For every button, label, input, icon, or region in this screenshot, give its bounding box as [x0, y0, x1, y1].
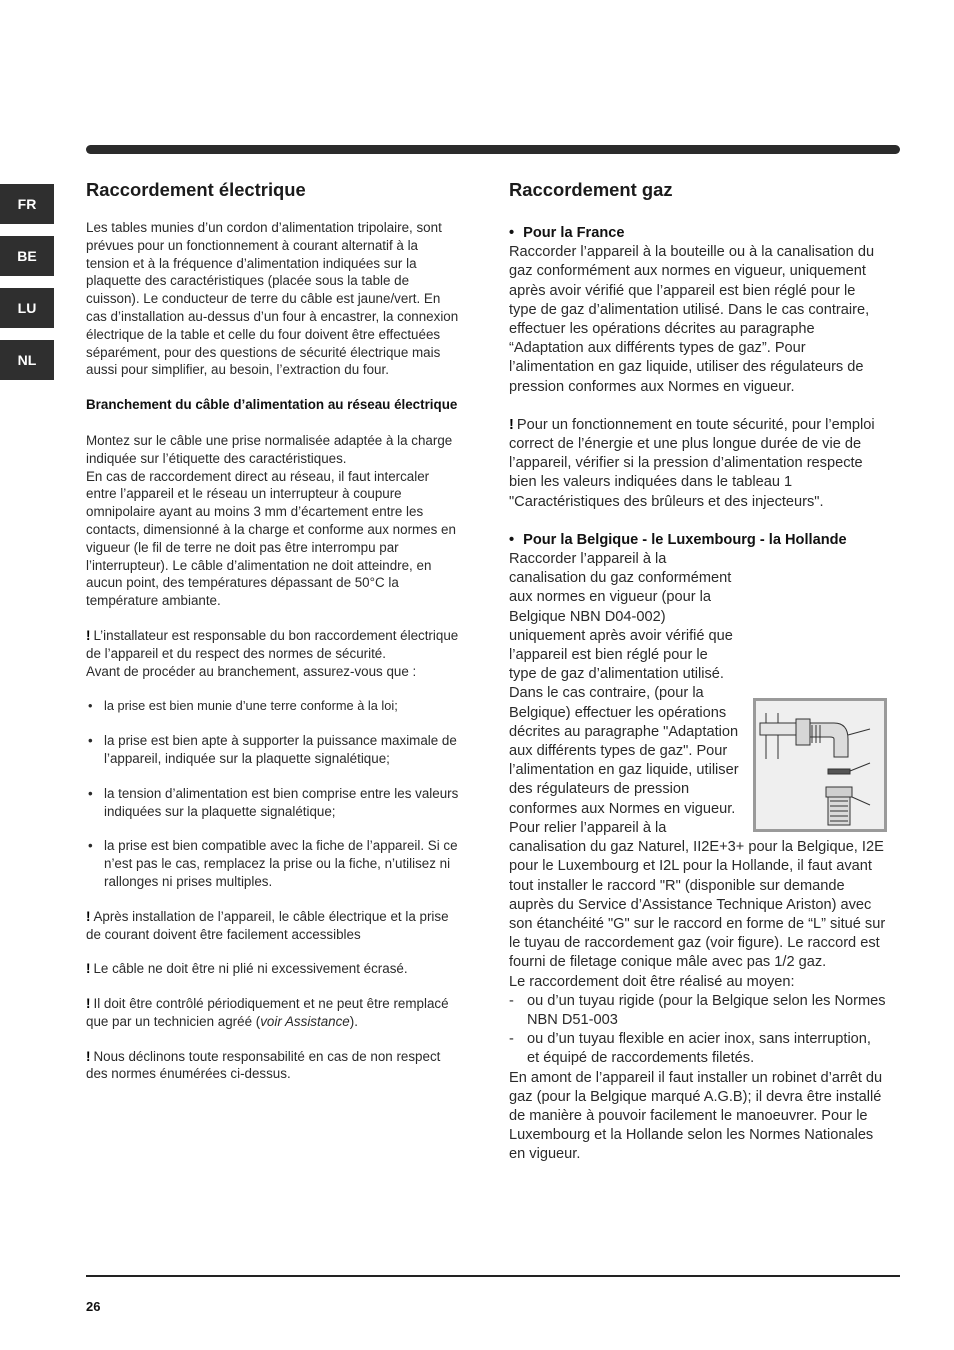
warning-text: L’installateur est responsable du bon raccordement électrique de l’appareil et du respect des normes de sécurité.: [86, 627, 459, 661]
warning-text: Le câble ne doit être ni plié ni excessivement écrasé.: [93, 961, 408, 977]
closing-paragraph: En amont de l’appareil il faut installer un robinet d’arrêt du gaz (pour la Belgique marqué A.G.B); il devra être installé de manière à pouvoir facilement le manoeuvrer. Pour le Luxembourg et la Hollande selon les Normes Nationales en vigueur.: [509, 1069, 883, 1163]
bottom-rule: [86, 1275, 900, 1277]
benelux-paragraph: Raccorder l’appareil à la canalisation du gaz conformément aux normes en vigueur (pour la Belgique NBN D04-002) uniquement après avoir vérifié que l’appareil est bien réglé pour le type de gaz d’alimentation utilisé. Dans le cas contraire, (pour la Belgique) effectuer les opérations décrites au paragraphe "Adaptation aux différents types de gaz". Pour l’alimentation en gaz liquide, utiliser des régulateurs de pression conformes aux Normes en vigueur. Pour relier l’appareil à la canalisation du gaz Naturel, II2E+3+ pour la Belgique, I2E pour le Luxembourg et I2L pour la Hollande, il faut avant tout installer le raccord "R" (disponible sur demande auprès du Service d’Assistance Technique Ariston) avec son étanchéité "G" sur le raccord en forme de “L” situé sur le tuyau de raccordement gaz (voir figure). Le raccord est fourni de filetage conique mâle avec pas 1/2 gaz.: [509, 551, 886, 971]
warning-paragraph: [86, 960, 462, 978]
warning-paragraph: [86, 1048, 462, 1084]
intro-paragraph: Les tables munies d’un cordon d’alimentation tripolaire, sont prévues pour un fonctionnement à courant alternatif à la tension et à la fréquence d’alimentation indiquées sur la plaquette des caractéristiques (placée sous la table de cuisson). Le conducteur de terre du câble est jaune/vert. En cas d’installation au-dessus d’un four à encastrer, la connexion électrique de la table et celle du four doivent être effectuées séparément, pour des questions de sécurité électrique mais aussi pour simplifier, au besoin, l’extraction du four.: [86, 220, 459, 378]
means-intro: Le raccordement doit être réalisé au moyen:: [509, 973, 795, 990]
warning-text: Pour un fonctionnement en toute sécurité, pour l’emploi correct de l’énergie et une plus longue durée de vie de l’appareil, vérifier si la pression d’alimentation respecte bien les valeurs indiquées dans le tableau 1 "Caractéristiques des brûleurs et des injecteurs".: [509, 416, 875, 510]
language-tabs: [0, 184, 54, 392]
top-rule: [86, 145, 900, 154]
warning-icon: !: [86, 961, 91, 977]
warning-paragraph: [509, 416, 887, 512]
warning-icon: !: [509, 416, 514, 433]
gas-section: [509, 178, 887, 1165]
warning-text: Après installation de l’appareil, le câble électrique et la prise de courant doivent être facilement accessibles: [86, 908, 449, 942]
warning-text-end: ).: [349, 1013, 358, 1029]
list-item: • la prise est bien munie d’une terre conforme à la loi;: [86, 697, 462, 715]
before-paragraph: Avant de procéder au branchement, assurez-vous que :: [86, 663, 417, 679]
section-title: Raccordement électrique: [86, 179, 306, 200]
lang-tab-lu[interactable]: LU: [0, 288, 54, 328]
list-item: • la prise est bien compatible avec la fiche de l’appareil. Si ce n’est pas le cas, remplacez la prise ou la fiche, n’utilisez ni rallonges ni prises multiples.: [86, 837, 462, 890]
warning-paragraph: [86, 627, 462, 663]
electrical-section: [86, 178, 462, 1083]
body-paragraph: Montez sur le câble une prise normalisée adaptée à la charge indiquée sur l’étiquette des caractéristiques. En cas de raccordement direct au réseau, il faut intercaler entre l’appareil et le réseau un interrupteur à coupure omnipolaire ayant au moins 3 mm d’écartement entre les contacts, dimensionné à la charge et conforme aux normes en vigueur (le fil de terre ne doit pas être interrompu par l’interrupteur). Le câble d’alimentation ne doit atteindre, en aucun point, des températures dépassant de 50°C la température ambiante.: [86, 432, 456, 609]
assistance-reference: voir Assistance: [260, 1013, 350, 1029]
checklist: [86, 697, 462, 890]
page-number: 26: [86, 1299, 101, 1314]
warning-text: Nous déclinons toute responsabilité en cas de non respect des normes énumérées ci-dessus.: [86, 1048, 441, 1082]
warning-text: Il doit être contrôlé périodiquement et ne peut être remplacé que par un technicien agréé (: [86, 996, 449, 1029]
lang-tab-be[interactable]: BE: [0, 236, 54, 276]
list-item: - ou d’un tuyau flexible en acier inox, sans interruption, et équipé de raccordements filetés.: [509, 1030, 887, 1068]
lang-tab-fr[interactable]: FR: [0, 184, 54, 224]
means-list: [509, 992, 887, 1069]
lang-tab-nl[interactable]: NL: [0, 340, 54, 380]
warning-paragraph: [86, 995, 462, 1031]
warning-icon: !: [86, 908, 91, 924]
warning-icon: !: [86, 1048, 91, 1064]
list-item: - ou d’un tuyau rigide (pour la Belgique selon les Normes NBN D51-003: [509, 992, 887, 1030]
warning-paragraph: [86, 908, 462, 944]
section-title: Raccordement gaz: [509, 179, 673, 200]
france-paragraph: Raccorder l’appareil à la bouteille ou à la canalisation du gaz conformément aux normes en vigueur, uniquement après avoir vérifié que l’appareil est bien réglé pour le type de gaz d’alimentation utilisé. Dans le cas contraire, effectuer les opérations décrites au paragraphe “Adaptation aux différents types de gaz”. Pour l’alimentation en gaz liquide, utiliser des régulateurs de pression conformes aux Normes en vigueur.: [509, 244, 875, 395]
list-item: • la prise est bien apte à supporter la puissance maximale de l’appareil, indiquée sur la plaquette signalétique;: [86, 732, 462, 768]
gas-connector-diagram: [756, 701, 884, 829]
gas-connector-figure: [753, 698, 887, 832]
warning-icon: !: [86, 996, 91, 1012]
france-label: • Pour la France: [509, 224, 887, 243]
list-item: • la tension d’alimentation est bien comprise entre les valeurs indiquées sur la plaquette signalétique;: [86, 785, 462, 821]
warning-icon: !: [86, 627, 91, 643]
subheading: Branchement du câble d’alimentation au réseau électrique: [86, 397, 458, 413]
benelux-paragraph-wrapper: [509, 550, 887, 972]
benelux-label: • Pour la Belgique - le Luxembourg - la Hollande: [509, 531, 887, 550]
